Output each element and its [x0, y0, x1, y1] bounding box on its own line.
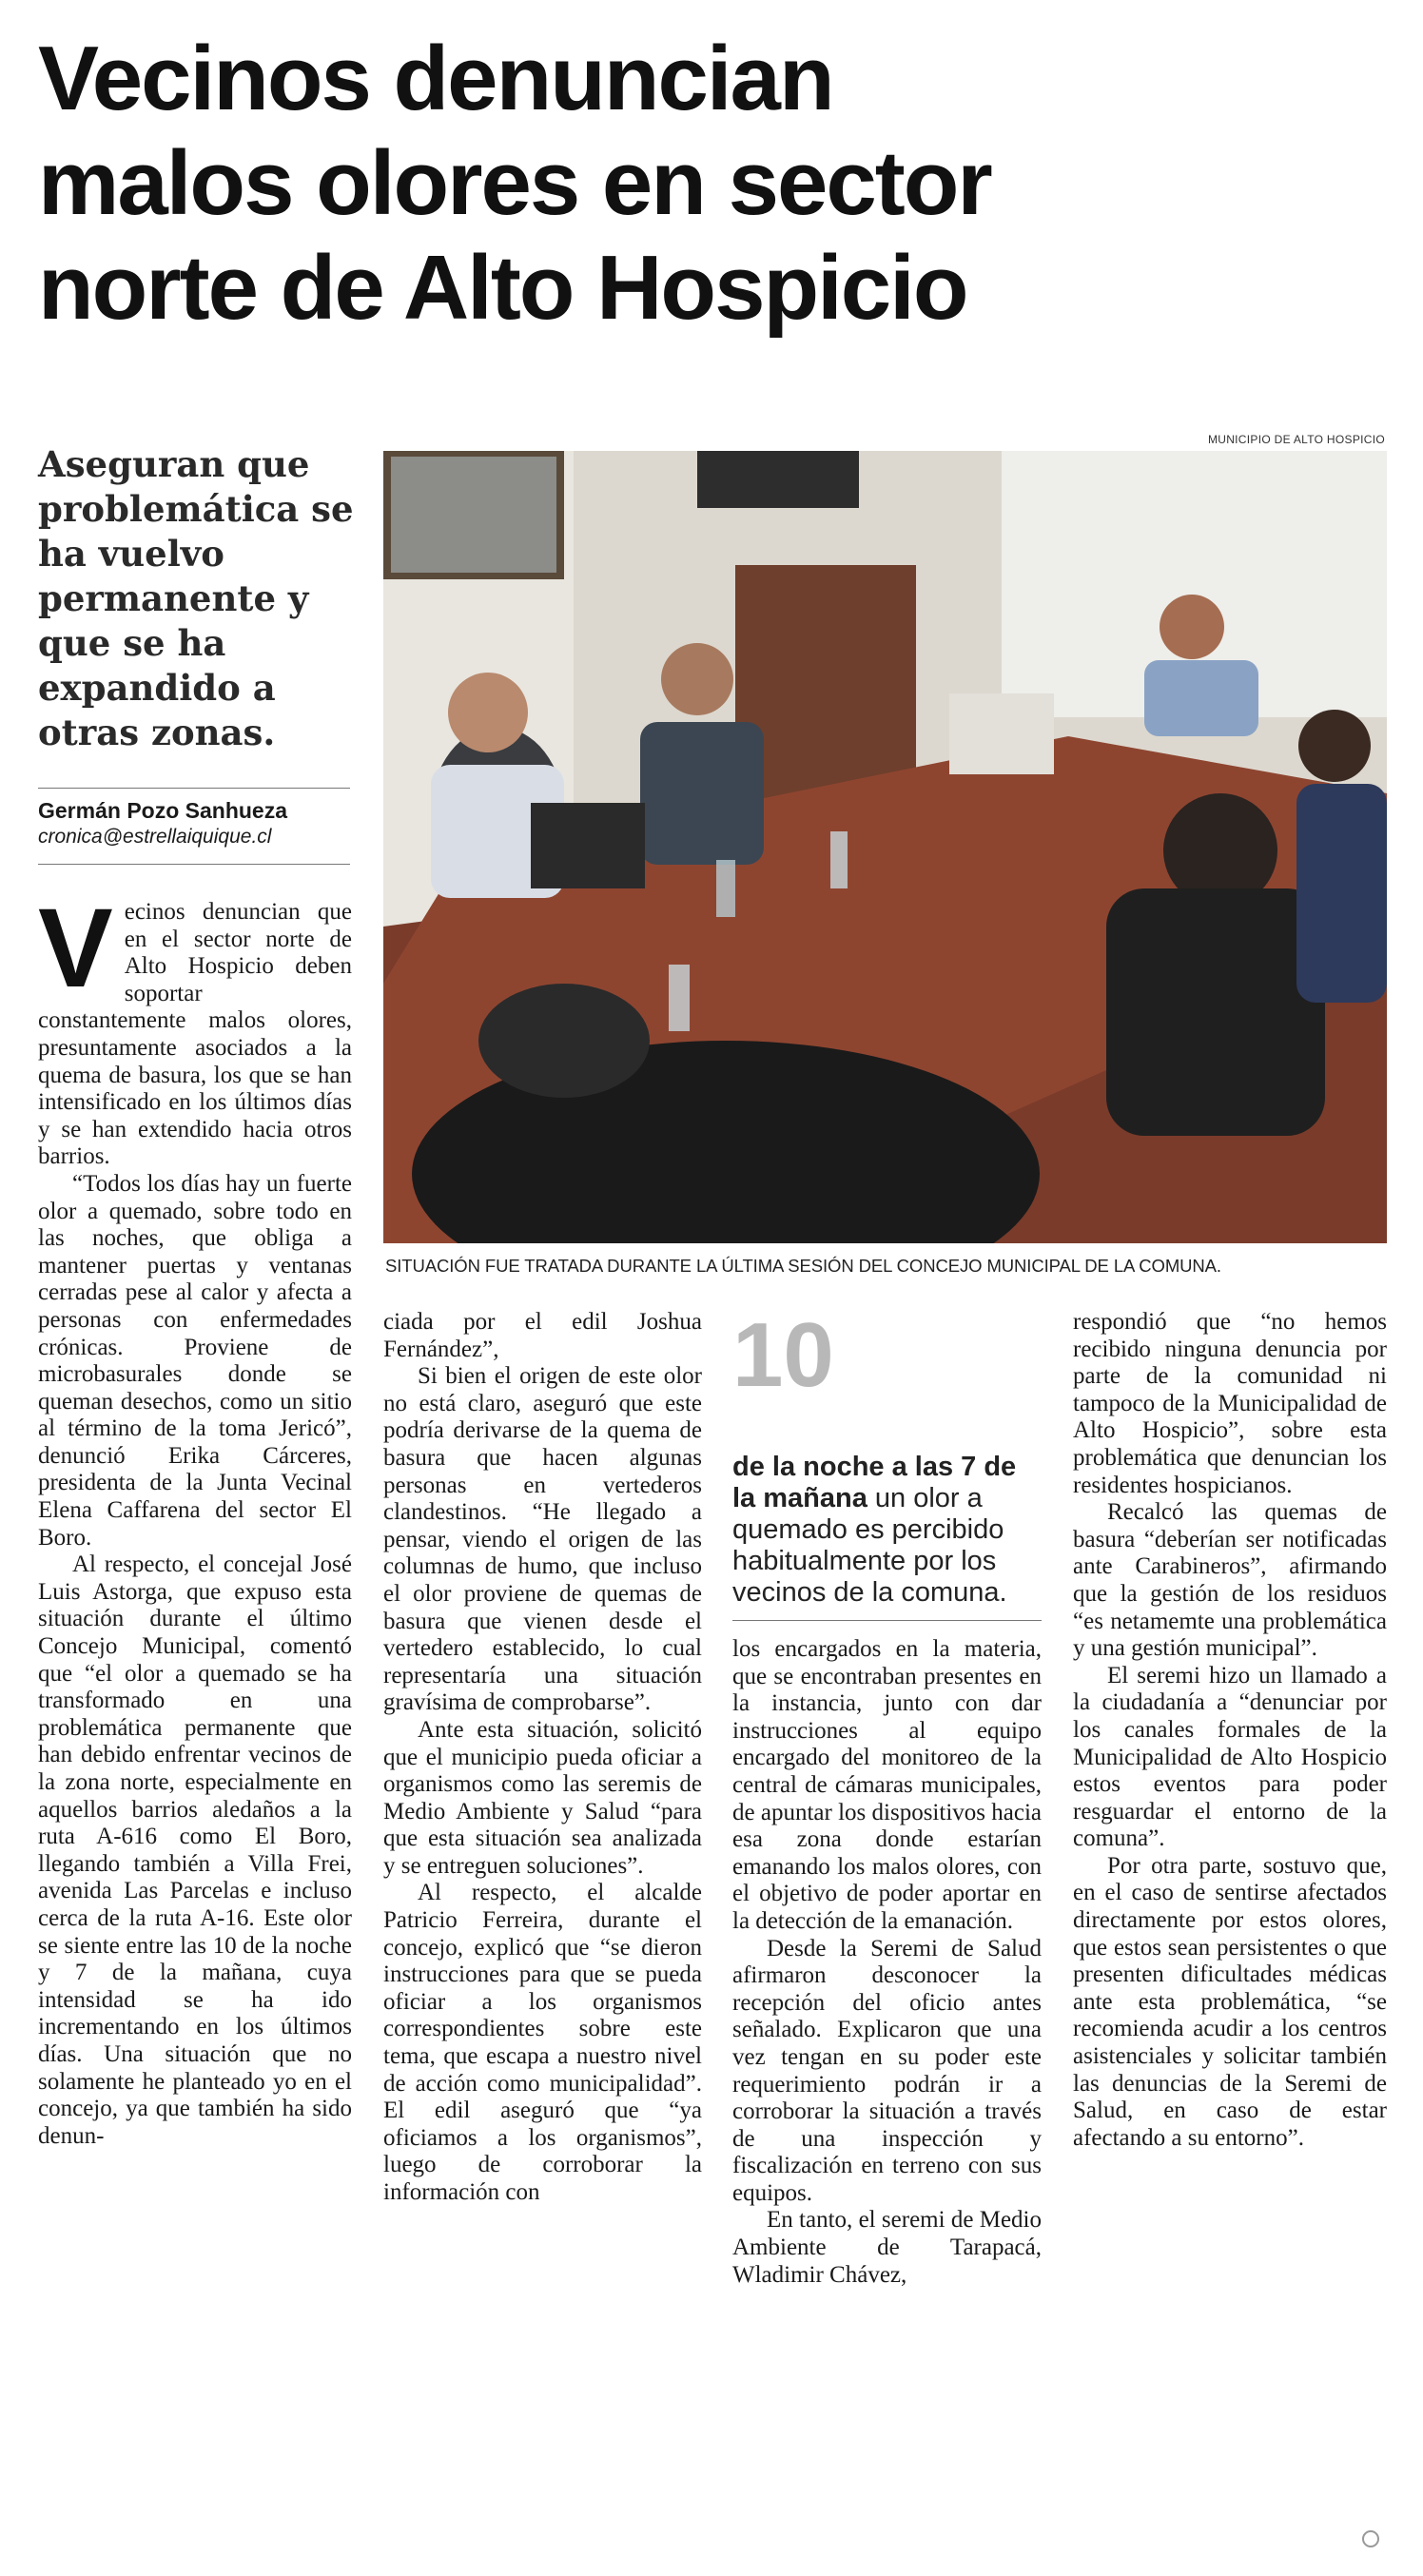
- author-rule-top: [38, 788, 350, 789]
- headline: [38, 27, 1389, 341]
- pull-quote: [732, 1304, 1037, 1609]
- paragraph: Vecinos denuncian que en el sector norte de Alto Hospicio deben soportar constantemente malos olores, presuntamente asociados a la quema de basura, los que se han intensificado en los últimos días y se han extendido hacia otros barrios.: [38, 886, 352, 1170]
- paragraph: “Todos los días hay un fuerte olor a quemado, sobre todo en las noches, que obliga a mantener puertas y ventanas cerradas pese al calor y afecta a personas con enfermedades crónicas. Proviene de microbasurales donde se queman desechos, como un sitio al término de la toma Jericó”, denunció Erika Cárceres, presidenta de la Junta Vecinal Elena Caffarena del sector El Boro.: [38, 1170, 352, 1551]
- meeting-photo-illustration: [383, 451, 1387, 1243]
- paragraph: Si bien el origen de este olor no está claro, aseguró que este podría derivarse de la quema de basura que hacen algunas personas en vertederos clandestinos. “He llegado a pensar, viendo el origen de las columnas de humo, que incluso el olor proviene de quemas de basura que vienen desde el vertedero establecido, lo cual representaría una situación gravísima de comprobarse”.: [383, 1363, 702, 1716]
- body-column-4: [1073, 1309, 1387, 2152]
- drop-cap: V: [38, 886, 113, 1011]
- paragraph: Desde la Seremi de Salud afirmaron desconocer la recepción del oficio antes señalado. Explicaron que una vez tengan en su poder este requerimiento podrán ir a corroborar la situación a través de una inspección y fiscalización en terreno con sus equipos.: [732, 1935, 1042, 2206]
- paragraph: El seremi hizo un llamado a la ciudadanía a “denunciar por los canales formales de la Municipalidad de Alto Hospicio estos eventos para poder resguardar el entorno de la comuna”.: [1073, 1662, 1387, 1852]
- pull-quote-rule: [732, 1620, 1042, 1621]
- paragraph: Al respecto, el concejal José Luis Astorga, que expuso esta situación durante el último Concejo Municipal, comentó que “el olor a quemado se ha transformado en una problemática permanente que han debido enfrentar vecinos de la zona norte, especialmente en aquellos barrios aledaños a la ruta A-616 como El Boro, llegando también a Villa Frei, avenida Las Parcelas e incluso cerca de la ruta A-16. Este olor se siente entre las 10 de la noche y 7 de la mañana, cuya intensidad se ha ido incrementando en los últimos días. Una situación que no solamente he planteado yo en el concejo, ya que también ha sido denun-: [38, 1551, 352, 2149]
- paragraph: Por otra parte, sostuvo que, en el caso de sentirse afectados directamente por estos olores, que estos sean persistentes o que presenten dificultades médicas ante esta problemática, “se recomienda acudir a los centros asistenciales y solicitar también las denuncias de la Seremi de Salud, en caso de estar afectando a su entorno”.: [1073, 1852, 1387, 2151]
- author-email[interactable]: cronica@estrellaiquique.cl: [38, 826, 272, 848]
- author-name: Germán Pozo Sanhueza: [38, 798, 288, 823]
- paragraph: Recalcó las quemas de basura “deberían ser notificadas ante Carabineros”, afirmando que la gestión de los residuos “es netamemte una problemática y una gestión municipal”.: [1073, 1499, 1387, 1662]
- pull-quote-bold: de la noche a las 7 de la mañana: [732, 1452, 1017, 1513]
- article-photo: [383, 451, 1387, 1243]
- paragraph: Ante esta situación, solicitó que el municipio pueda oficiar a organismos como las seremis de Medio Ambiente y Salud “para que esta situación sea analizada y se entreguen soluciones”.: [383, 1716, 702, 1879]
- paragraph: En tanto, el seremi de Medio Ambiente de Tarapacá, Wladimir Chávez,: [732, 2207, 1042, 2288]
- pull-quote-number: 10: [732, 1304, 834, 1406]
- body-column-3: [732, 1636, 1042, 2289]
- paragraph: Al respecto, el alcalde Patricio Ferreira, durante el concejo, explicó que “se dieron instrucciones para que se pueda oficiar a los organismos correspondientes sobre este tema, que escapa a nuestro nivel de acción como municipalidad”. El edil aseguró que “ya oficiamos a los organismos”, luego de corroborar la información con: [383, 1880, 702, 2205]
- pull-quote-text: [732, 1452, 1037, 1609]
- byline: [38, 797, 352, 850]
- body-column-2: [383, 1309, 702, 2207]
- end-mark-icon: [1362, 2530, 1379, 2547]
- paragraph: ciada por el edil Joshua Fernández”,: [383, 1309, 702, 1362]
- headline-line: norte de Alto Hospicio: [38, 237, 967, 339]
- photo-caption: SITUACIÓN FUE TRATADA DURANTE LA ÚLTIMA SESIÓN DEL CONCEJO MUNICIPAL DE LA COMUNA.: [385, 1256, 1221, 1276]
- photo-credit: MUNICIPIO DE ALTO HOSPICIO: [1207, 433, 1385, 446]
- body-column-1: [38, 886, 352, 2150]
- paragraph: los encargados en la materia, que se encontraban presentes en la instancia, junto con dar instrucciones al equipo encargado del monitoreo de la central de cámaras municipales, de apuntar los dispositivos hacia esa zona donde estarían emanando los malos olores, con el objetivo de poder aportar en la detección de la emanación.: [732, 1636, 1042, 1934]
- subhead: Aseguran que problemática se ha vuelvo permanente y que se ha expandido a otras zonas.: [38, 443, 354, 753]
- headline-line: Vecinos denuncian: [38, 28, 833, 129]
- pull-quote-rest: un olor a quemado es percibido habitualmente por los vecinos de la comuna.: [732, 1483, 1007, 1608]
- paragraph: respondió que “no hemos recibido ninguna denuncia por parte de la comunidad ni tampoco de la Municipalidad de Alto Hospicio”, sobre esta problemática que denuncian los residentes hospicianos.: [1073, 1309, 1387, 1498]
- author-rule-bottom: [38, 864, 350, 865]
- headline-line: malos olores en sector: [38, 132, 991, 234]
